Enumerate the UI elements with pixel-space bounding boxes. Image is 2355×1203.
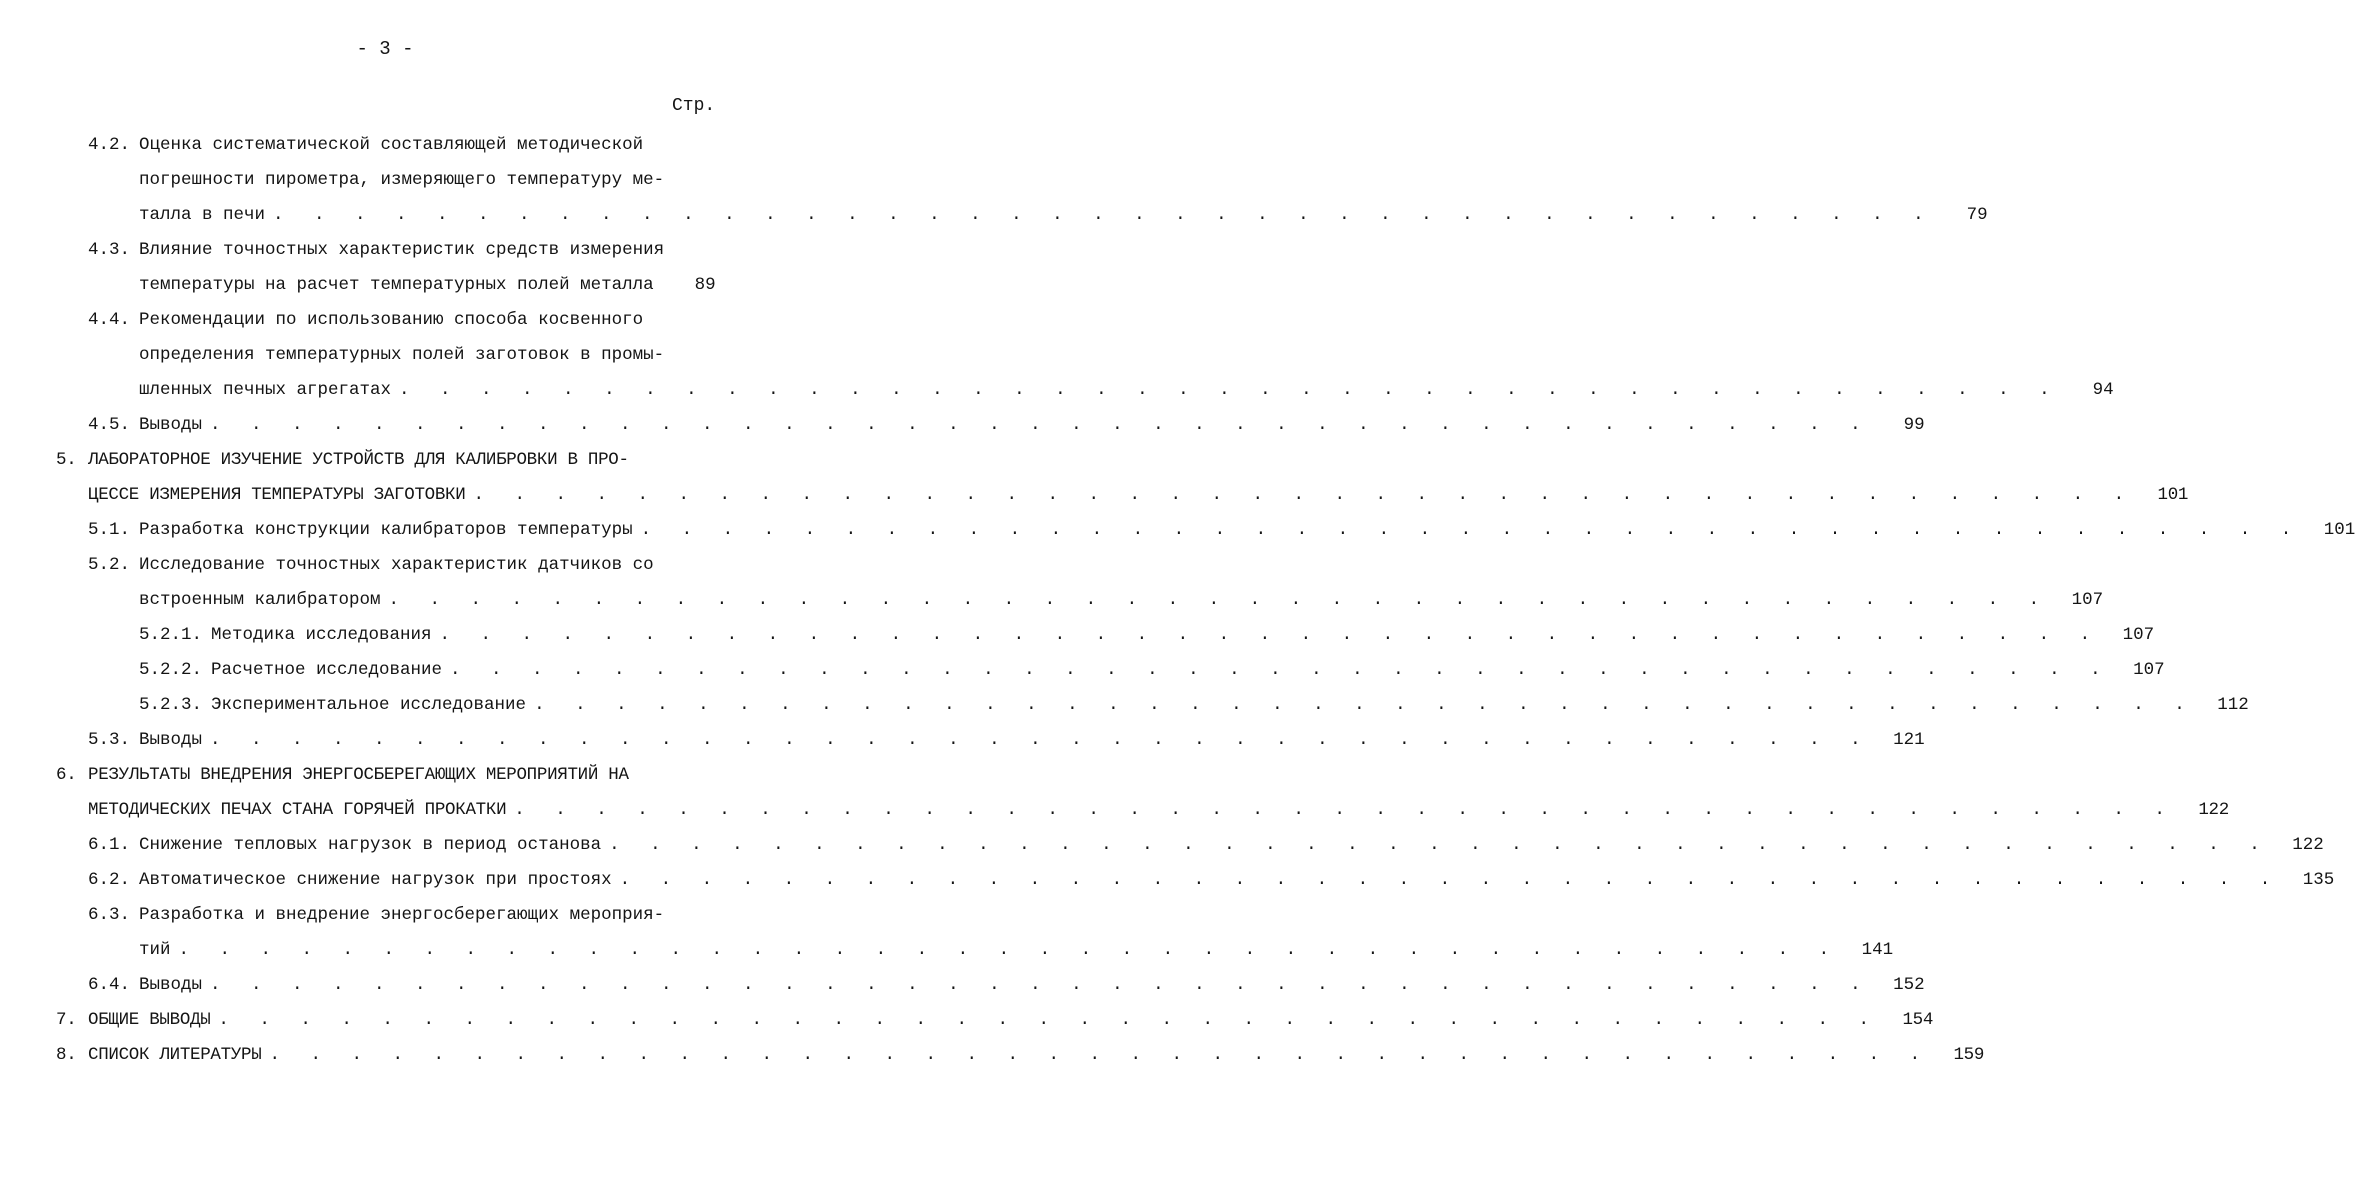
toc-entry-number: 4.3. xyxy=(88,240,131,260)
toc-page-number: 122 xyxy=(2292,835,2324,855)
toc-page-number: 152 xyxy=(1893,975,1925,995)
toc-page-number: 112 xyxy=(2217,695,2249,715)
toc-line xyxy=(0,653,2165,688)
toc-line xyxy=(0,828,2324,863)
toc-line xyxy=(0,933,1894,968)
toc-page-number: 107 xyxy=(2133,660,2165,680)
toc-entry-number: 6.1. xyxy=(88,835,131,855)
toc-entry-title: Выводы xyxy=(139,730,203,750)
toc-entry-title: ЛАБОРАТОРНОЕ ИЗУЧЕНИЕ УСТРОЙСТВ ДЛЯ КАЛИБРОВКИ В ПРО- xyxy=(88,450,629,470)
toc-line xyxy=(0,338,798,373)
toc-entry-number: 7. xyxy=(56,1010,77,1030)
dot-leader: . . . . . . . . . . . . . . . . . . . . . . . . . . . . . . . . . . . . . . . . . xyxy=(473,485,2135,505)
toc-line xyxy=(0,863,2335,898)
toc-entry xyxy=(0,758,2229,828)
toc-entry-number: 8. xyxy=(56,1045,77,1065)
dot-leader: . . . . . . . . . . . . . . . . . . . . . . . . . . . . . . . . . . . . . . . . . xyxy=(640,520,2302,540)
toc-entry-title: Исследование точностных характеристик датчиков со xyxy=(139,555,654,575)
toc-entry xyxy=(0,513,2355,548)
toc-entry xyxy=(0,863,2335,898)
toc-entry xyxy=(0,128,1988,233)
toc-entry-number: 4.2. xyxy=(88,135,131,155)
toc-entry xyxy=(0,443,2189,513)
dot-leader: . . . . . . . . . . . . . . . . . . . . . . . . . . . . . . . . . . . . . . . . . xyxy=(210,975,1871,995)
toc-line xyxy=(0,1038,1985,1073)
toc-line xyxy=(0,758,798,793)
toc-entry-number: 5. xyxy=(56,450,77,470)
toc-entry-number: 6.4. xyxy=(88,975,131,995)
toc-entry-title: Методика исследования xyxy=(211,625,432,645)
dot-leader: . . . . . . . . . . . . . . . . . . . . . . . . . . . . . . . . . . . . . . . . . xyxy=(609,835,2270,855)
toc-entry-number: 5.1. xyxy=(88,520,131,540)
toc-page-number: 107 xyxy=(2071,590,2104,610)
toc-entry-title: МЕТОДИЧЕСКИХ ПЕЧАХ СТАНА ГОРЯЧЕЙ ПРОКАТКИ xyxy=(88,800,507,820)
dot-leader: . . . . . . . . . . . . . . . . . . . . . . . . . . . . . . . . . . . . . . . . . xyxy=(399,380,2060,400)
toc-entry-title: Разработка и внедрение энергосберегающих мероприя- xyxy=(139,905,665,925)
page-column-label: Стр. xyxy=(672,96,716,116)
toc-entry xyxy=(0,828,2324,863)
toc-entry xyxy=(0,408,1925,443)
toc-entry xyxy=(0,898,1894,968)
toc-page-number: 89 xyxy=(694,275,716,295)
toc-entry-title: Экспериментальное исследование xyxy=(211,695,527,715)
toc-entry xyxy=(0,303,2114,408)
dot-leader: . . . . . . . . . . . . . . . . . . . . . . . . . . . . . . . . . . . . . . . . . xyxy=(514,800,2175,820)
toc-entry-number: 5.2.3. xyxy=(139,695,203,715)
dot-leader: . . . . . . . . . . . . . . . . . . . . . . . . . . . . . . . . . . . . . . . . . xyxy=(210,730,1871,750)
toc-page-number: 107 xyxy=(2122,625,2155,645)
toc-entry-title: Расчетное исследование xyxy=(211,660,443,680)
toc-line xyxy=(0,1003,1934,1038)
toc-entry-title: Разработка конструкции калибраторов температуры xyxy=(139,520,633,540)
toc-line xyxy=(0,688,2249,723)
toc-page-number: 159 xyxy=(1953,1045,1985,1065)
toc-entry-number: 6.3. xyxy=(88,905,131,925)
toc-entry-number: 5.2.1. xyxy=(139,625,203,645)
toc-page-number: 101 xyxy=(2157,485,2189,505)
dot-leader: . . . . . . . . . . . . . . . . . . . . . . . . . . . . . . . . . . . . . . . . . xyxy=(439,625,2101,645)
toc-entry-number: 4.5. xyxy=(88,415,131,435)
dot-leader: . . . . . . . . . . . . . . . . . . . . . . . . . . . . . . . . . . . . . . . . . xyxy=(273,205,1934,225)
dot-leader: . . . . . . . . . . . . . . . . . . . . . . . . . . . . . . . . . . . . . . . . . xyxy=(210,415,1871,435)
toc-entry xyxy=(0,688,2249,723)
toc-entry-number: 5.3. xyxy=(88,730,131,750)
toc-page-number: 122 xyxy=(2198,800,2229,820)
toc-line xyxy=(0,268,798,303)
toc-page-number: 121 xyxy=(1893,730,1925,750)
toc-entry xyxy=(0,548,2104,618)
toc-entry-title: Выводы xyxy=(139,975,203,995)
toc-entry-number: 6.2. xyxy=(88,870,131,890)
toc-entry-title: ЦЕССЕ ИЗМЕРЕНИЯ ТЕМПЕРАТУРЫ ЗАГОТОВКИ xyxy=(88,485,466,505)
dot-leader: . . . . . . . . . . . . . . . . . . . . . . . . . . . . . . . . . . . . . . . . . xyxy=(534,695,2195,715)
dot-leader: . . . . . . . . . . . . . . . . . . . . . . . . . . . . . . . . . . . . . . . . . xyxy=(269,1045,1931,1065)
toc-entry xyxy=(0,1038,1985,1073)
dot-leader: . . . . . . . . . . . . . . . . . . . . . . . . . . . . . . . . . . . . . . . . . xyxy=(619,870,2281,890)
toc-line xyxy=(0,128,798,163)
toc-entry xyxy=(0,653,2165,688)
toc-line xyxy=(0,968,1925,1003)
toc-entry-title: Рекомендации по использованию способа косвенного xyxy=(139,310,644,330)
toc-line xyxy=(0,513,2355,548)
toc-entry-title: РЕЗУЛЬТАТЫ ВНЕДРЕНИЯ ЭНЕРГОСБЕРЕГАЮЩИХ МЕРОПРИЯТИЙ НА xyxy=(88,765,629,785)
table-of-contents xyxy=(0,128,2355,1073)
toc-line xyxy=(0,408,1925,443)
dot-leader: . . . . . . . . . . . . . . . . . . . . . . . . . . . . . . . . . . . . . . . . . xyxy=(450,660,2111,680)
toc-entry-title: Оценка систематической составляющей методической xyxy=(139,135,644,155)
toc-entry-title: погрешности пирометра, измеряющего температуру ме- xyxy=(139,170,665,190)
toc-page-number: 94 xyxy=(2092,380,2114,400)
toc-entry-title: шленных печных агрегатах xyxy=(139,380,392,400)
toc-line xyxy=(0,548,798,583)
toc-entry xyxy=(0,233,798,303)
toc-page-number: 135 xyxy=(2302,870,2335,890)
toc-entry-title: Автоматическое снижение нагрузок при простоях xyxy=(139,870,612,890)
toc-line xyxy=(0,198,1988,233)
toc-line xyxy=(0,898,798,933)
dot-leader: . . . . . . . . . . . . . . . . . . . . . . . . . . . . . . . . . . . . . . . . . xyxy=(178,940,1840,960)
toc-entry-title: встроенным калибратором xyxy=(139,590,381,610)
toc-line xyxy=(0,793,2229,828)
toc-line xyxy=(0,163,798,198)
toc-entry xyxy=(0,618,2155,653)
toc-line xyxy=(0,233,798,268)
toc-entry-title: температуры на расчет температурных полей металла xyxy=(139,275,654,295)
toc-entry xyxy=(0,968,1925,1003)
toc-line xyxy=(0,583,2104,618)
dot-leader: . . . . . . . . . . . . . . . . . . . . . . . . . . . . . . . . . . . . . . . . . xyxy=(388,590,2050,610)
toc-entry-title: ОБЩИЕ ВЫВОДЫ xyxy=(88,1010,211,1030)
dot-leader: . . . . . . . . . . . . . . . . . . . . . . . . . . . . . . . . . . . . . . . . . xyxy=(218,1010,1880,1030)
toc-page-number: 79 xyxy=(1966,205,1988,225)
toc-line xyxy=(0,478,2189,513)
toc-entry-title: определения температурных полей заготовок в промы- xyxy=(139,345,665,365)
page-number: - 3 - xyxy=(356,38,414,60)
toc-entry-number: 6. xyxy=(56,765,77,785)
toc-page-number: 101 xyxy=(2323,520,2355,540)
toc-page-number: 141 xyxy=(1861,940,1894,960)
toc-entry-title: Выводы xyxy=(139,415,203,435)
toc-entry-title: Снижение тепловых нагрузок в период останова xyxy=(139,835,602,855)
toc-page-number: 99 xyxy=(1903,415,1925,435)
toc-line xyxy=(0,443,798,478)
toc-entry-title: Влияние точностных характеристик средств измерения xyxy=(139,240,665,260)
toc-line xyxy=(0,618,2155,653)
toc-entry-title: СПИСОК ЛИТЕРАТУРЫ xyxy=(88,1045,262,1065)
toc-line xyxy=(0,373,2114,408)
toc-entry-number: 5.2. xyxy=(88,555,131,575)
toc-page-number: 154 xyxy=(1902,1010,1934,1030)
toc-entry xyxy=(0,723,1925,758)
toc-line xyxy=(0,723,1925,758)
toc-entry xyxy=(0,1003,1934,1038)
toc-entry-number: 5.2.2. xyxy=(139,660,203,680)
toc-entry-title: талла в печи xyxy=(139,205,266,225)
toc-line xyxy=(0,303,798,338)
toc-entry-title: тий xyxy=(139,940,171,960)
toc-entry-number: 4.4. xyxy=(88,310,131,330)
